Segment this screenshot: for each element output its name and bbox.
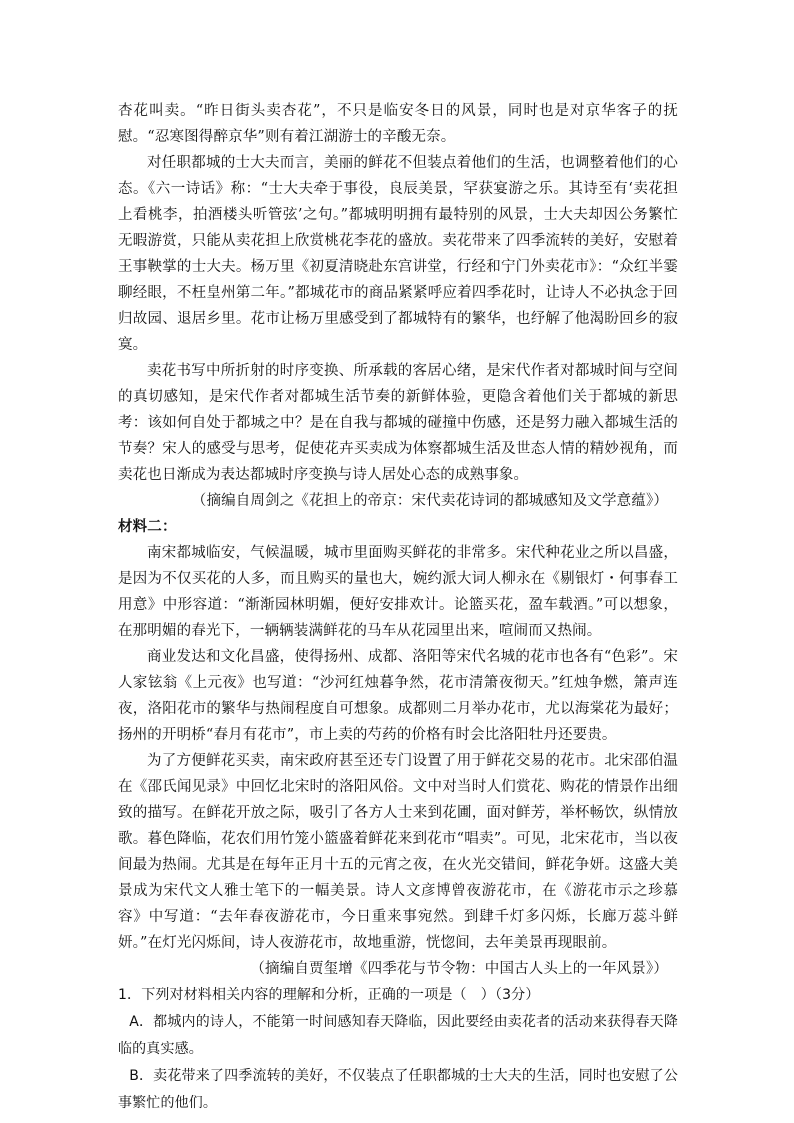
document-page [118, 98, 678, 1117]
paragraph-city-markets: 商业发达和文化昌盛，使得扬州、成都、洛阳等宋代名城的花市也各有“色彩”。宋人家铉翁《上元夜》也写道：“沙河红烛暮争然，花市清箫夜彻天。”红烛争燃，箫声连夜，洛阳花市的繁华与热闹程度自可想象。成都则二月举办花市，尤以海棠花为最好；扬州的开明桥“春月有花市”，市上卖的芍药的价格有时会比洛阳牡丹还要贵。 [118, 649, 678, 743]
paragraph-intro-fragment: 杏花叫卖。“昨日街头卖杏花”，不只是临安冬日的风景，同时也是对京华客子的抚慰。“忍寒图得醉京华”则有着江湖游士的辛酸无奈。 [118, 103, 678, 145]
source-citation-2: （摘编自贾玺增《四季花与节令物：中国古人头上的一年风景》） [250, 961, 668, 977]
option-a: A．都城内的诗人，不能第一时间感知春天降临，因此要经由卖花者的活动来获得春天降临的真实感。 [118, 1014, 678, 1057]
paragraph-flower-market: 为了方便鲜花买卖，南宋政府甚至还专门设置了用于鲜花交易的花市。北宋邵伯温在《邵氏闻见录》中回忆北宋时的洛阳风俗。文中对当时人们赏花、购花的情景作出细致的描写。在鲜花开放之际，吸引了各方人士来到花圃，面对鲜芳，举杯畅饮，纵情放歌。暮色降临，花农们用竹笼小篮盛着鲜花来到花市“唱卖”。可见，北宋花市，当以夜间最为热闹。尤其是在每年正月十五的元宵之夜，在火光交错间，鲜花争妍。这盛大美景成为宋代文人雅士笔下的一幅美景。诗人文彦博曾夜游花市，在《游花市示之珍慕容》中写道：“去年春夜游花市，今日重来事宛然。到肆千灯多闪烁，长廊万蕊斗鲜妍。”在灯光闪烁间，诗人夜游花市，故地重游，恍惚间，去年美景再现眼前。 [118, 753, 678, 951]
paragraph-scholar-officials: 对任职都城的士大夫而言，美丽的鲜花不但装点着他们的生活，也调整着他们的心态。《六一诗话》称：“士大夫牵于事役，良辰美景，罕获宴游之乐。其诗至有‘卖花担上看桃李，拍酒楼头听管弦’之句。”都城明明拥有最特别的风景，士大夫却因公务繁忙无暇游赏，只能从卖花担上欣赏桃花李花的盛放。卖花带来了四季流转的美好，安慰着王事鞅掌的士大夫。杨万里《初夏清晓赴东宫讲堂，行经和宁门外卖花市》：“众红半霎聊经眼，不枉皇州第二年。”都城花市的商品紧紧呼应着四季花时，让诗人不必执念于回归故园、退居乡里。花市让杨万里感受到了都城特有的繁华，也纾解了他渴盼回乡的寂寞。 [118, 155, 678, 353]
question-stem: 1．下列对材料相关内容的理解和分析，正确的一项是（ ）（3分） [118, 987, 540, 1003]
material-two-heading: 材料二： [118, 519, 177, 535]
source-citation-1: （摘编自周剑之《花担上的帝京：宋代卖花诗词的都城感知及文学意蕴》） [191, 493, 668, 509]
paragraph-linan-flowers: 南宋都城临安，气候温暖，城市里面购买鲜花的非常多。宋代种花业之所以昌盛，是因为不仅买花的人多，而且购买的量也大，婉约派大词人柳永在《剔银灯・何事春工用意》中形容道：“渐渐园林明媚，便好安排欢计。论篮买花，盈车载酒。”可以想象，在那明媚的春光下，一辆辆装满鲜花的马车从花园里出来，喧闹而又热闹。 [118, 545, 678, 639]
option-b: B．卖花带来了四季流转的美好，不仅装点了任职都城的士大夫的生活，同时也安慰了公事繁忙的他们。 [118, 1068, 678, 1111]
paragraph-time-space: 卖花书写中所折射的时序变换、所承载的客居心绪，是宋代作者对都城时间与空间的真切感知，是宋代作者对都城生活节奏的新鲜体验，更隐含着他们关于都城的新思考：该如何自处于都城之中？是在自我与都城的碰撞中伤感，还是努力融入都城生活的节奏？宋人的感受与思考，促使花卉买卖成为体察都城生活及世态人情的精妙视角，而卖花也日渐成为表达都城时序变换与诗人居处心态的成熟事象。 [118, 363, 678, 483]
